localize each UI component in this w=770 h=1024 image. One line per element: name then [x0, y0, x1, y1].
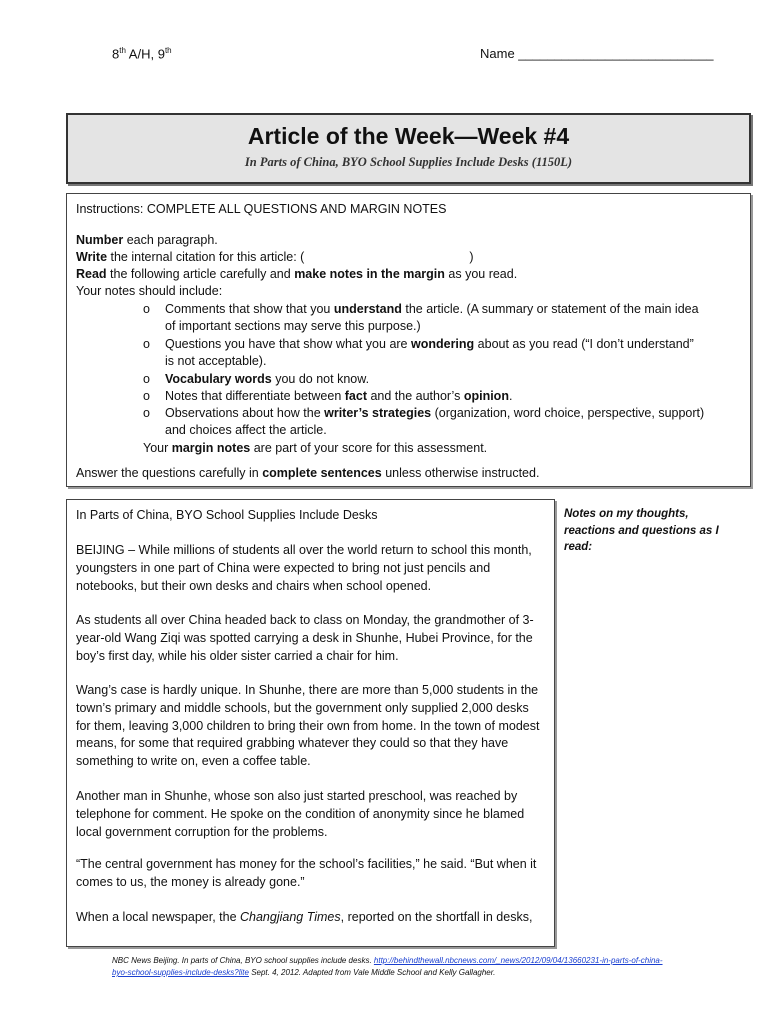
title-box	[66, 113, 751, 184]
article-title: In Parts of China, BYO School Supplies Include Desks	[76, 508, 378, 522]
instructions-box	[66, 193, 751, 487]
instructions-heading: Instructions: COMPLETE ALL QUESTIONS AND MARGIN NOTES	[76, 202, 447, 216]
article-paragraph-6: When a local newspaper, the Changjiang Times, reported on the shortfall in desks,	[76, 910, 533, 924]
bullet-understand: Comments that show that you understand the article. (A summary or statement of the main idea	[165, 302, 699, 316]
bullet-marker: o	[143, 372, 150, 386]
bullet-vocabulary: Vocabulary words you do not know.	[165, 372, 370, 386]
article-paragraph-3: Wang’s case is hardly unique. In Shunhe, there are more than 5,000 students in the town’s primary and middle schools, but the government only supplied 2,000 desks for them, leaving 3,000 children to bring their own from home. In the town of modest means, for some that required grabbing whatever they could so that they have something to write on, even a coffee table.	[76, 683, 540, 769]
margin-notes-label: Notes on my thoughts, reactions and questions as I read:	[564, 508, 719, 553]
notes-include-label: Your notes should include:	[76, 284, 223, 298]
instruction-read: Read the following article carefully and make notes in the margin as you read.	[76, 267, 518, 281]
score-note: Your margin notes are part of your score for this assessment.	[143, 441, 488, 455]
bullet-marker: o	[143, 337, 150, 351]
article-paragraph-2: As students all over China headed back to class on Monday, the grandmother of 3-year-old Wang Ziqi was spotted carrying a desk in Shunhe, Hubei Province, for the boy’s first day, while his older sister carried a chair for him.	[76, 613, 534, 663]
instruction-number: Number each paragraph.	[76, 233, 218, 247]
bullet-marker: o	[143, 406, 150, 420]
source-citation: NBC News Beijing. In parts of China, BYO school supplies include desks. http://behindthewall.nbcnews.com/_news/2012/09/04/13660231-in-parts-of-china-byo-school-supplies-include-desks?lite Sept. 4, 2012. Adapted from Vale Middle School and Kelly Gallagher.	[112, 956, 663, 977]
answer-instruction: Answer the questions carefully in complete sentences unless otherwise instructed.	[76, 466, 540, 480]
bullet-wondering: Questions you have that show what you are wondering about as you read (“I don’t understand”	[165, 337, 694, 351]
instruction-write: Write the internal citation for this article: ( )	[76, 250, 474, 264]
article-paragraph-1: BEIJING – While millions of students all over the world return to school this month, youngsters in one part of China were expected to bring not just pencils and notebooks, but their own desks and chairs when school opened.	[76, 543, 532, 593]
bullet-understand-line2: of important sections may serve this purpose.)	[165, 319, 421, 333]
bullet-wondering-line2: is not acceptable).	[165, 354, 267, 368]
grade-label: 8th A/H, 9th	[112, 46, 172, 62]
bullet-marker: o	[143, 302, 150, 316]
bullet-strategies: Observations about how the writer’s strategies (organization, word choice, perspective, support)	[165, 406, 705, 420]
source-link[interactable]: http://behindthewall.nbcnews.com/_news/2012/09/04/13660231-in-parts-of-china-byo-school-supplies-include-desks?lite	[112, 956, 663, 977]
article-box	[66, 499, 555, 947]
bullet-marker: o	[143, 389, 150, 403]
bullet-fact-opinion: Notes that differentiate between fact and the author’s opinion.	[165, 389, 513, 403]
article-paragraph-5: “The central government has money for the school’s facilities,” he said. “But when it comes to us, the money is already gone.”	[76, 857, 537, 889]
page-title: Article of the Week—Week #4	[247, 123, 570, 149]
bullet-strategies-line2: and choices affect the article.	[165, 423, 327, 437]
article-paragraph-4: Another man in Shunhe, whose son also just started preschool, was reached by telephone for comment. He spoke on the condition of anonymity since he blamed local government corruption for the problems.	[76, 789, 525, 839]
article-subtitle: In Parts of China, BYO School Supplies Include Desks (1150L)	[244, 155, 573, 169]
name-field-label: Name ___________________________	[480, 46, 714, 61]
